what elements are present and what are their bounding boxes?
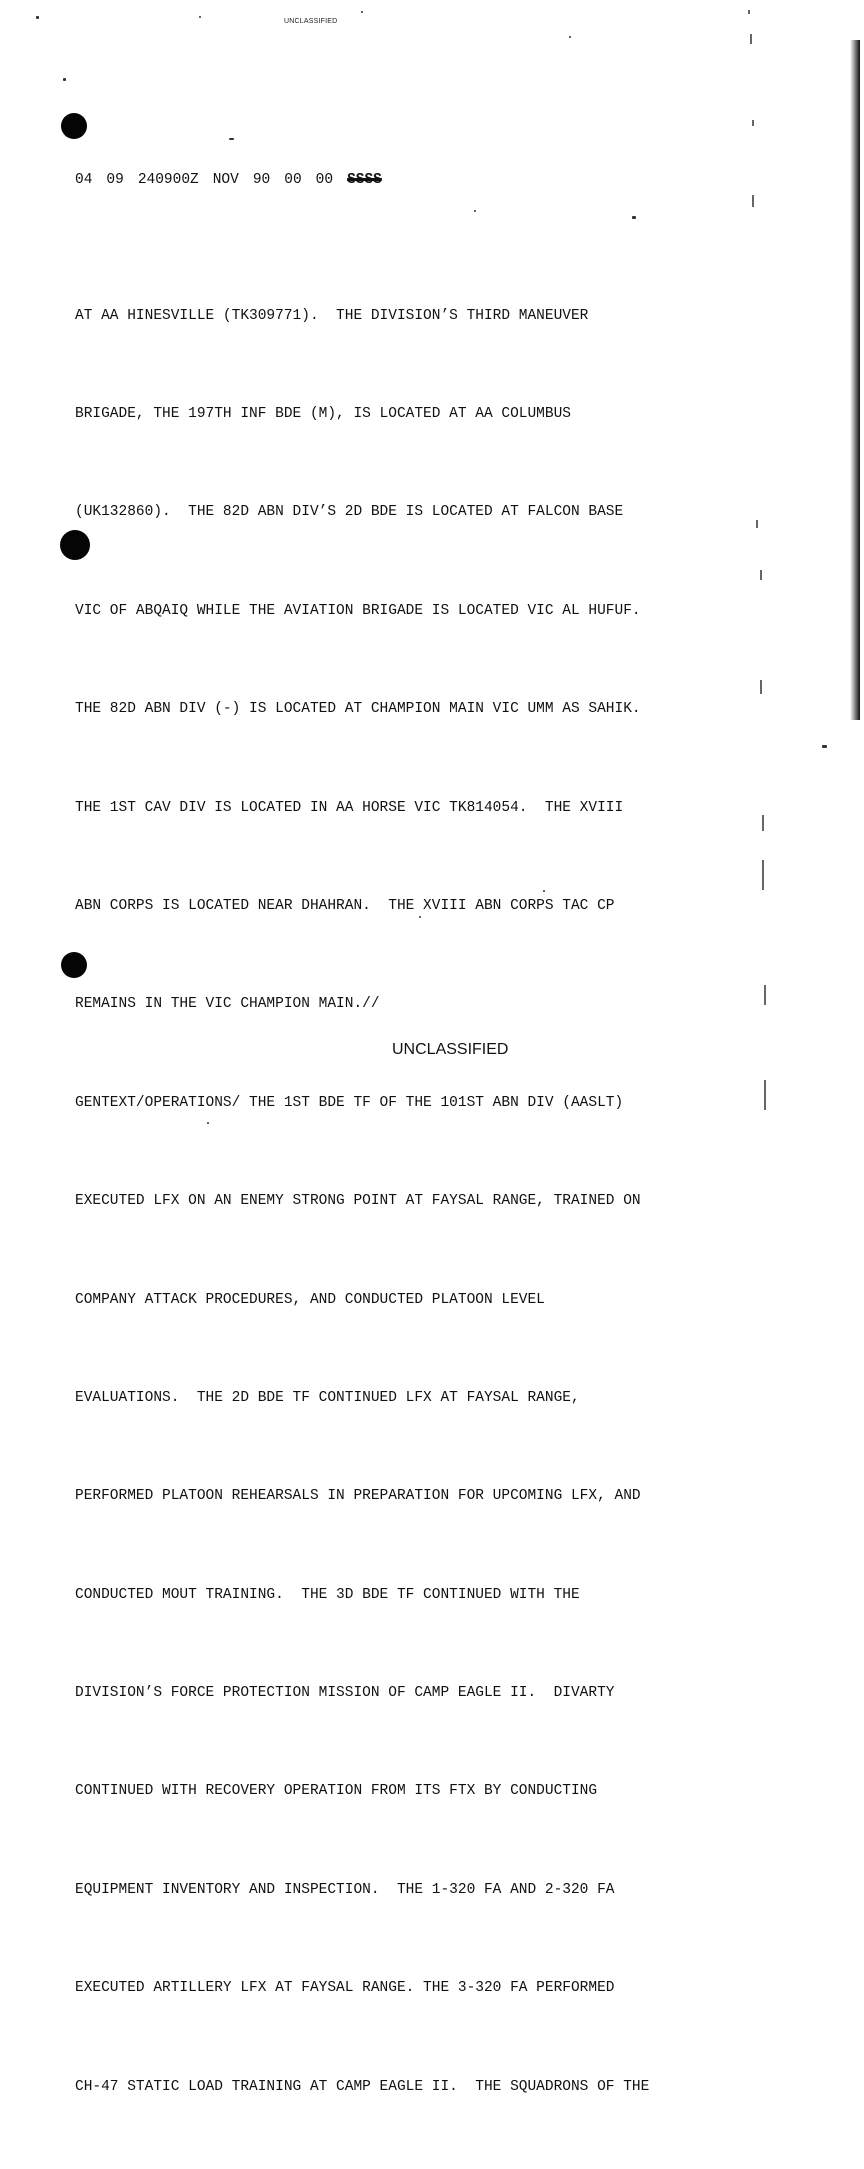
header-month: NOV	[212, 172, 239, 188]
scan-speck	[229, 138, 234, 140]
scan-edge-mark	[764, 985, 766, 1005]
scan-edge-mark	[762, 860, 764, 890]
scan-speck	[63, 78, 66, 81]
message-header	[75, 172, 396, 188]
scan-edge-mark	[762, 815, 764, 831]
scan-edge-mark	[760, 570, 762, 580]
header-field-2: 09	[106, 172, 124, 188]
body-line: AT AA HINESVILLE (TK309771). THE DIVISION’S THIRD MANEUVER	[75, 307, 589, 324]
body-line: PERFORMED PLATOON REHEARSALS IN PREPARATION FOR UPCOMING LFX, AND	[75, 1488, 641, 1505]
body-line: (UK132860). THE 82D ABN DIV’S 2D BDE IS LOCATED AT FALCON BASE	[75, 504, 624, 521]
body-line: EVALUATIONS. THE 2D BDE TF CONTINUED LFX AT FAYSAL RANGE,	[75, 1389, 580, 1406]
scan-speck	[474, 210, 476, 212]
scan-edge-mark	[752, 195, 754, 207]
body-line: CONTINUED WITH RECOVERY OPERATION FROM ITS FTX BY CONDUCTING	[75, 1783, 598, 1800]
message-body	[75, 234, 775, 2169]
header-year: 90	[252, 172, 271, 188]
body-line: THE 1ST CAV DIV IS LOCATED IN AA HORSE VIC TK814054. THE XVIII	[75, 799, 624, 816]
scan-speck	[207, 1122, 209, 1124]
scan-edge-mark	[748, 10, 750, 14]
scan-edge-mark	[764, 1080, 766, 1110]
body-line: EXECUTED ARTILLERY LFX AT FAYSAL RANGE. THE 3-320 FA PERFORMED	[75, 1980, 615, 1997]
header-field-6: 00	[284, 172, 302, 188]
classification-marking-top: UNCLASSIFIED	[284, 18, 338, 25]
scan-speck	[199, 16, 201, 18]
body-line: DIVISION’S FORCE PROTECTION MISSION OF CAMP EAGLE II. DIVARTY	[75, 1685, 615, 1702]
scan-speck	[543, 890, 545, 892]
body-line: EXECUTED LFX ON AN ENEMY STRONG POINT AT FAYSAL RANGE, TRAINED ON	[75, 1193, 641, 1210]
scan-speck	[36, 16, 39, 19]
scan-edge-shadow	[850, 40, 860, 720]
body-line: THE 82D ABN DIV (-) IS LOCATED AT CHAMPION MAIN VIC UMM AS SAHIK.	[75, 701, 641, 718]
scan-speck	[569, 36, 571, 38]
scan-edge-mark	[750, 34, 752, 44]
scan-edge-mark	[756, 520, 758, 528]
body-line: ABN CORPS IS LOCATED NEAR DHAHRAN. THE XVIII ABN CORPS TAC CP	[75, 897, 615, 914]
body-line: GENTEXT/OPERATIONS/ THE 1ST BDE TF OF THE 101ST ABN DIV (AASLT)	[75, 1094, 624, 1111]
scan-edge-mark	[760, 680, 762, 694]
body-line: VIC OF ABQAIQ WHILE THE AVIATION BRIGADE IS LOCATED VIC AL HUFUF.	[75, 602, 641, 619]
scan-speck	[822, 745, 827, 748]
header-struck-text: SSSS	[347, 172, 382, 188]
scan-edge-mark	[752, 120, 754, 126]
classification-marking-bottom: UNCLASSIFIED	[392, 1041, 509, 1058]
scan-speck	[361, 11, 363, 13]
body-line: COMPANY ATTACK PROCEDURES, AND CONDUCTED PLATOON LEVEL	[75, 1291, 545, 1308]
header-field-1: 04	[75, 172, 93, 188]
body-line: BRIGADE, THE 197TH INF BDE (M), IS LOCATED AT AA COLUMBUS	[75, 405, 571, 422]
punch-hole-top	[61, 113, 87, 139]
body-line: EQUIPMENT INVENTORY AND INSPECTION. THE 1-320 FA AND 2-320 FA	[75, 1881, 615, 1898]
body-line: CONDUCTED MOUT TRAINING. THE 3D BDE TF CONTINUED WITH THE	[75, 1586, 580, 1603]
header-dtg: 240900Z	[137, 172, 199, 188]
scan-speck	[632, 216, 636, 219]
body-line: CH-47 STATIC LOAD TRAINING AT CAMP EAGLE II. THE SQUADRONS OF THE	[75, 2078, 650, 2095]
scan-speck	[419, 916, 421, 918]
body-line: REMAINS IN THE VIC CHAMPION MAIN.//	[75, 996, 380, 1013]
header-field-7: 00	[315, 172, 334, 188]
